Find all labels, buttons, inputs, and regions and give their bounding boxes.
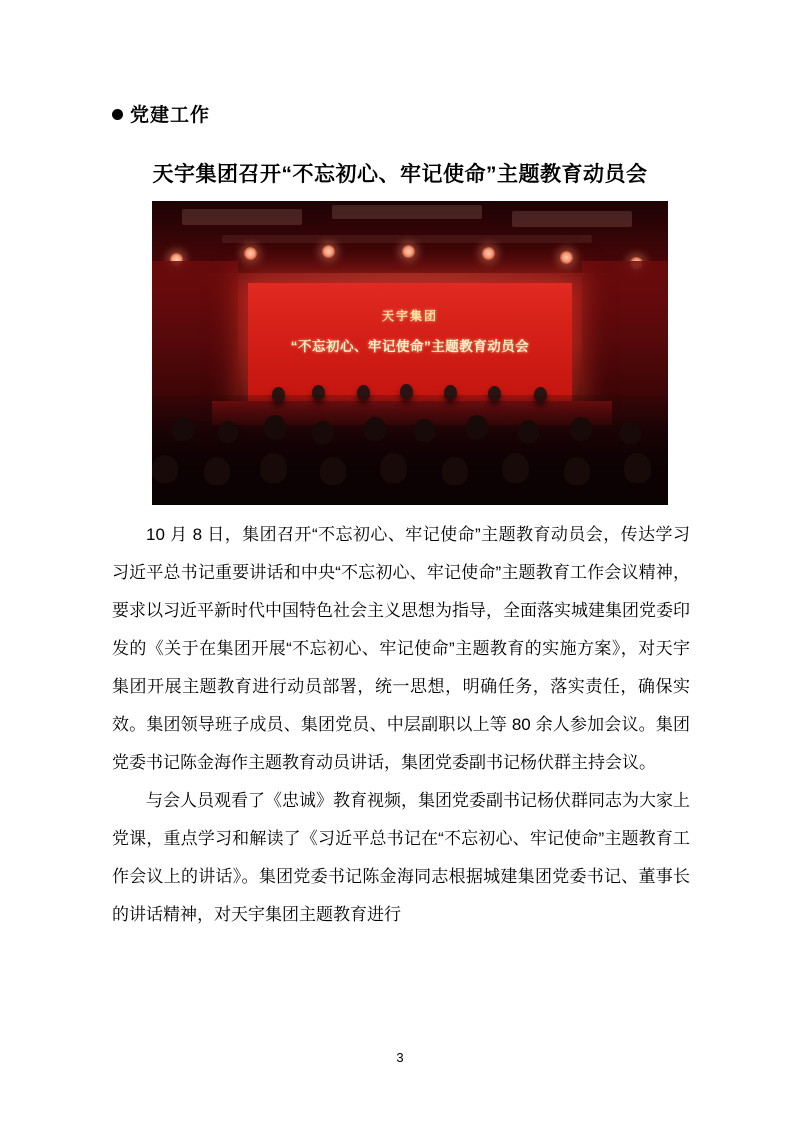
person-head: [518, 420, 539, 443]
bullet-dot-icon: [112, 109, 123, 120]
projection-screen: [248, 283, 572, 401]
ceiling-panel: [222, 235, 592, 243]
person-head: [264, 415, 286, 439]
person-head: [620, 421, 641, 444]
ceiling-panel: [512, 211, 632, 227]
ceiling-light-icon: [560, 251, 573, 264]
ceiling-panel: [332, 205, 482, 219]
person-head: [414, 419, 435, 442]
person-head: [380, 453, 407, 483]
paragraph-2: 与会人员观看了《忠诚》教育视频，集团党委副书记杨伏群同志为大家上党课，重点学习和解读了《习近平总书记在“不忘初心、牢记使命”主题教育工作会议上的讲话》。集团党委书记陈金海同志根据城建集团党委书记、董事长的讲话精神，对天宇集团主题教育进行: [112, 791, 690, 924]
section-heading: [112, 100, 210, 127]
photo-content: [152, 201, 668, 505]
page-number: 3: [396, 1050, 404, 1065]
article-title: 天宇集团召开“不忘初心、牢记使命”主题教育动员会: [152, 163, 648, 186]
ceiling-light-icon: [482, 247, 495, 260]
person-head: [466, 415, 488, 439]
person-head: [312, 421, 333, 444]
ceiling-panel: [182, 209, 302, 225]
person-head: [564, 457, 590, 485]
ceiling-light-icon: [402, 245, 415, 258]
section-heading-label: 党建工作: [130, 105, 211, 126]
person-head: [364, 417, 386, 441]
person-head: [502, 453, 529, 483]
screen-title-line1: 天宇集团: [381, 309, 438, 323]
person-head: [624, 453, 651, 483]
paragraph-1: 10 月 8 日，集团召开“不忘初心、牢记使命”主题教育动员会，传达学习习近平总书记重要讲话和中央“不忘初心、牢记使命”主题教育工作会议精神，要求以习近平新时代中国特色社会主义思想为指导，全面落实城建集团党委印发的《关于在集团开展“不忘初心、牢记使命”主题教育的实施方案》，对天宇集团开展主题教育进行动员部署，统一思想，明确任务，落实责任，确保实效。集团领导班子成员、集团党员、中层副职以上等 80 余人参加会议。集团党委书记陈金海作主题教育动员讲话，集团党委副书记杨伏群主持会议。: [112, 525, 690, 772]
article-body: [112, 516, 690, 934]
ceiling-light-icon: [322, 245, 335, 258]
person-head: [442, 457, 468, 485]
person-head: [570, 417, 592, 441]
meeting-photo: [152, 201, 668, 505]
audience-area: [152, 395, 668, 505]
person-head: [218, 421, 238, 443]
screen-title-line2: “不忘初心、牢记使命”主题教育动员会: [290, 339, 530, 354]
person-head: [260, 453, 287, 483]
person-head: [320, 457, 346, 485]
person-head: [204, 457, 230, 485]
person-head: [152, 455, 178, 483]
person-head: [172, 417, 194, 441]
ceiling-light-icon: [244, 247, 257, 260]
